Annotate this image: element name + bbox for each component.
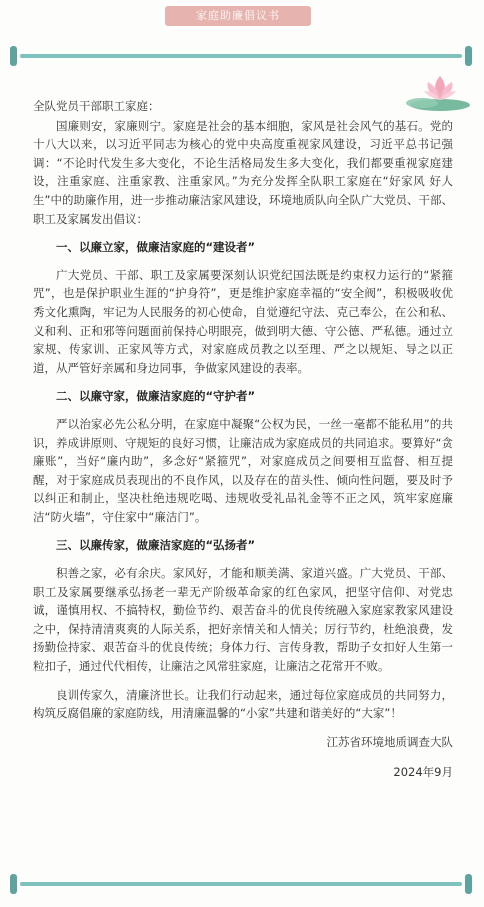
section-heading-3: 三、以廉传家，做廉洁家庭的“弘扬者” — [56, 538, 256, 553]
divider-line — [20, 882, 462, 886]
top-divider-bar — [10, 45, 472, 67]
intro-paragraph: 国廉则安，家廉则宁。家庭是社会的基本细胞，家风是社会风气的基石。党的十八大以来，以习近平同志为核心的党中央高度重视家风建设，习近平总书记强调：“不论时代发生多大变化，不论生活格局发生多大变化，我们都要重视家庭建设，注重家庭、注重家教、注重家风。”为充分发挥全队职工家庭在“好家风 好人生”中的助廉作用，进一步推动廉洁家风建设，环境地质队向全队广大党员、干部、职工及家属发出倡议： — [33, 118, 453, 226]
divider-cap-right — [465, 874, 472, 894]
section-body-3: 积善之家，必有余庆。家风好，才能和顺美满、家道兴盛。广大党员、干部、职工及家属要继承弘扬老一辈无产阶级革命家的红色家风，把坚守信仰、对党忠诚，谨慎用权、不搞特权，勤俭节约、艰苦奋斗的优良传统融入家庭家教家风建设之中，保持清清爽爽的人际关系，把好亲情关和人情关；厉行节约，杜绝浪费，发扬勤俭持家、艰苦奋斗的优良传统；身体力行、言传身教，帮助子女扣好人生第一粒扣子，通过代代相传，让廉洁之风常驻家庭，让廉洁之花常开不败。 — [33, 566, 453, 674]
section-body-1: 广大党员、干部、职工及家属要深刻认识党纪国法既是约束权力运行的“紧箍咒”，也是保护职业生涯的“护身符”，更是维护家庭幸福的“安全阀”，积极吸收优秀文化熏陶，牢记为人民服务的初心使命，自觉遵纪守法、克己奉公，在公和私、义和利、正和邪等问题面前保持心明眼亮，做到明大德、守公德、严私德。通过立家规、传家训、正家风等方式，对家庭成员教之以至理、严之以规矩、导之以正道，从严管好亲属和身边同事，争做家风建设的表率。 — [33, 267, 453, 375]
divider-line — [20, 54, 462, 58]
closing-paragraph: 良训传家久，清廉济世长。让我们行动起来，通过每位家庭成员的共同努力，构筑反腐倡廉的家庭防线，用清廉温馨的“小家”共建和谐美好的“大家”！ — [33, 687, 453, 721]
divider-cap-left — [10, 874, 17, 894]
page-title: 家庭助廉倡议书 — [165, 6, 311, 26]
divider-cap-left — [10, 46, 17, 66]
section-heading-1: 一、以廉立家，做廉洁家庭的“建设者” — [56, 240, 256, 255]
letter-body — [33, 97, 453, 782]
salutation: 全队党员干部职工家庭： — [33, 99, 160, 113]
section-body-2: 严以治家必先公私分明，在家庭中凝聚“公权为民，一丝一毫都不能私用”的共识，养成讲原则、守规矩的良好习惯，让廉洁成为家庭成员的共同追求。要算好“贪廉账”，当好“廉内助”，多念好“紧箍咒”，对家庭成员之间要相互监督、相互提醒，对于家庭成员表现出的不良作风，以及存在的苗头性、倾向性问题，要及时予以纠正和制止，坚决杜绝违规吃喝、违规收受礼品礼金等不正之风，筑牢家庭廉洁“防火墙”，守住家中“廉洁门”。 — [33, 416, 453, 524]
bottom-divider-bar — [10, 873, 472, 895]
signature-date: 2024年9月 — [393, 764, 453, 779]
section-heading-2: 二、以廉守家，做廉洁家庭的“守护者” — [56, 389, 256, 404]
divider-cap-right — [465, 46, 472, 66]
signature-org: 江苏省环境地质调查大队 — [326, 734, 453, 749]
